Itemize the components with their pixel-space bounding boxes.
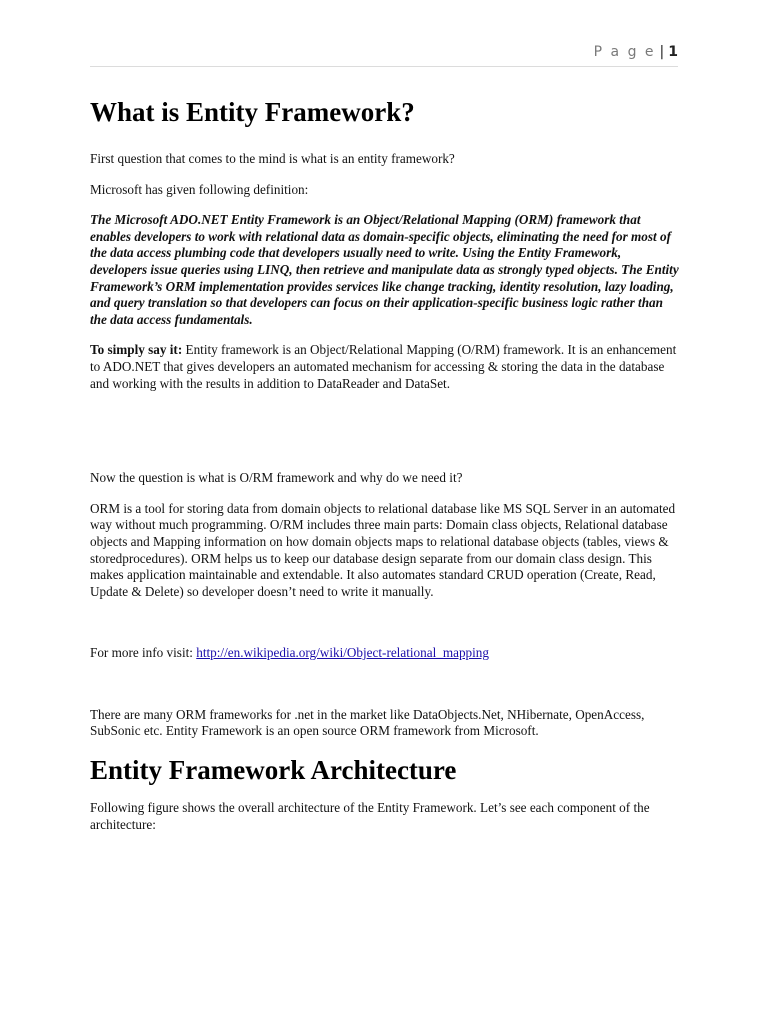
paragraph-definition: The Microsoft ADO.NET Entity Framework is an Object/Relational Mapping (ORM) framework that enables developers to work with relational data as domain-specific objects, eliminating the need for most of the data access plumbing code that developers usually need to write. Using the Entity Framework, developers issue queries using LINQ, then retrieve and manipulate data as strongly typed objects. The Entity Framework’s ORM implementation provides services like change tracking, identity resolution, lazy loading, and query translation so that developers can focus on their application-specific business logic rather than the data access fundamentals. — [90, 212, 679, 327]
header-rule — [90, 66, 678, 67]
heading-ef-architecture: Entity Framework Architecture — [90, 755, 457, 786]
paragraph-architecture-intro: Following figure shows the overall architecture of the Entity Framework. Let’s see each component of the architecture: — [90, 800, 650, 832]
heading-what-is-ef: What is Entity Framework? — [90, 97, 415, 127]
document-body — [90, 96, 680, 833]
more-info-label: For more info visit: — [90, 645, 197, 661]
paragraph-first-question: First question that comes to the mind is what is an entity framework? — [90, 151, 455, 166]
page-label: P a g e — [593, 44, 656, 60]
page-number: 1 — [668, 44, 678, 60]
simply-say-label: To simply say it: — [90, 342, 183, 358]
paragraph-microsoft-definition-intro: Microsoft has given following definition: — [90, 181, 309, 197]
page-separator: | — [659, 44, 665, 60]
paragraph-more-info — [90, 645, 680, 662]
wikipedia-orm-link[interactable]: http://en.wikipedia.org/wiki/Object-relational_mapping — [196, 645, 489, 661]
page-header — [594, 44, 678, 60]
paragraph-orm-description: ORM is a tool for storing data from domain objects to relational database like MS SQL Server in an automated way without much programming. O/RM includes three main parts: Domain class objects, Relational database objects and Mapping information on how domain objects maps to relational database objects (tables, views & storedprocedures). ORM helps us to keep our database design separate from our domain class design. This makes application maintainable and extendable. It also automates standard CRUD operation (Create, Read, Update & Delete) so developer doesn’t need to write it manually. — [90, 500, 676, 599]
simply-say-text: Entity framework is an Object/Relational Mapping (O/RM) framework. It is an enhancement to ADO.NET that gives developers an automated mechanism for accessing & storing the data in the database and working with the results in addition to DataReader and DataSet. — [90, 342, 677, 391]
paragraph-orm-question: Now the question is what is O/RM framework and why do we need it? — [90, 470, 463, 486]
paragraph-many-orm-frameworks: There are many ORM frameworks for .net in the market like DataObjects.Net, NHibernate, OpenAccess, SubSonic etc. Entity Framework is an open source ORM framework from Microsoft. — [90, 706, 645, 739]
paragraph-simply-say — [90, 342, 680, 392]
